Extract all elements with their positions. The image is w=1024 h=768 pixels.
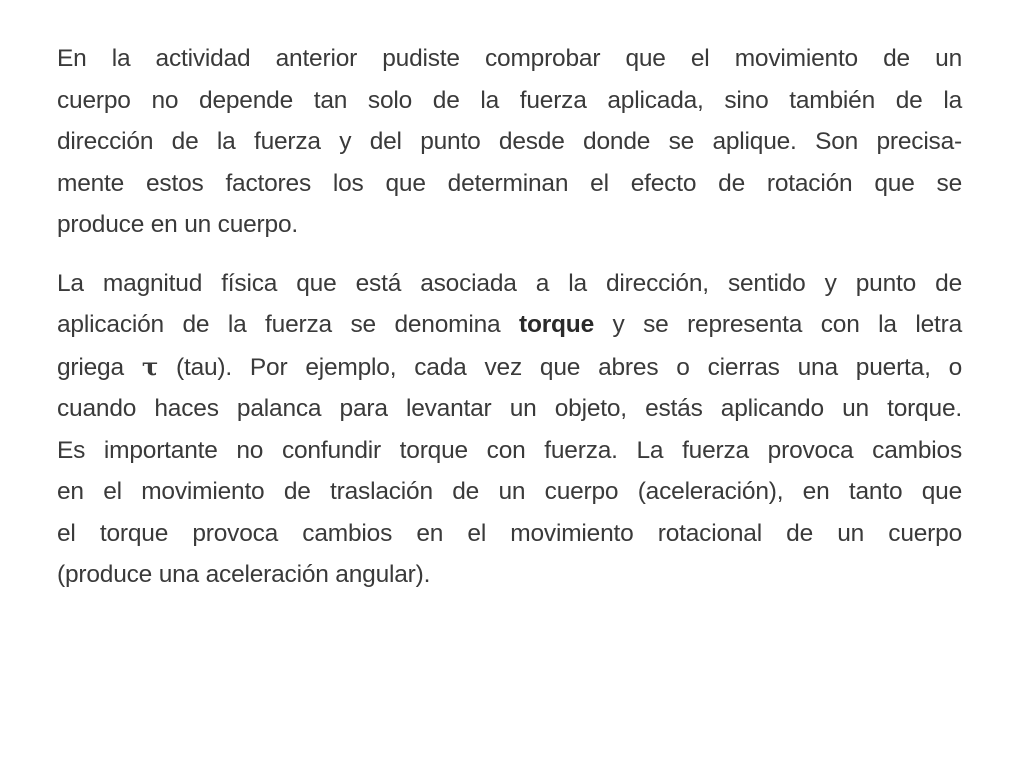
text-line: cuando haces palanca para levantar un objeto, estás aplicando un torque. bbox=[57, 395, 962, 422]
term-torque: torque bbox=[518, 311, 594, 338]
text-fragment: aplicación de la fuerza se denomina bbox=[57, 311, 519, 338]
text-fragment: (tau). Por ejemplo, cada vez que abres o cierras una puerta, o bbox=[158, 353, 962, 381]
text-line: produce en un cuerpo. bbox=[57, 211, 298, 238]
text-line-with-term bbox=[57, 304, 962, 346]
text-line-with-symbol bbox=[57, 346, 962, 389]
paragraph-torque bbox=[57, 263, 962, 596]
text-line: En la actividad anterior pudiste comprobar que el movimiento de un bbox=[57, 45, 962, 72]
document-page bbox=[57, 38, 962, 596]
text-fragment: y se representa con la letra bbox=[594, 311, 963, 338]
text-line: dirección de la fuerza y del punto desde donde se aplique. Son precisa- bbox=[57, 128, 962, 155]
text-line: el torque provoca cambios en el movimiento rotacional de un cuerpo bbox=[57, 519, 962, 547]
text-fragment: griega bbox=[57, 353, 142, 381]
text-line: Es importante no confundir torque con fuerza. La fuerza provoca cambios bbox=[57, 436, 962, 464]
text-line: mente estos factores los que determinan el efecto de rotación que se bbox=[57, 169, 962, 197]
text-line: cuerpo no depende tan solo de la fuerza aplicada, sino también de la bbox=[57, 86, 962, 114]
text-line: en el movimiento de traslación de un cuerpo (aceleración), en tanto que bbox=[57, 478, 962, 505]
paragraph-intro bbox=[57, 38, 962, 246]
text-line: (produce una aceleración angular). bbox=[57, 561, 431, 588]
text-line: La magnitud física que está asociada a la dirección, sentido y punto de bbox=[57, 269, 962, 297]
tau-symbol: τ bbox=[141, 351, 159, 381]
